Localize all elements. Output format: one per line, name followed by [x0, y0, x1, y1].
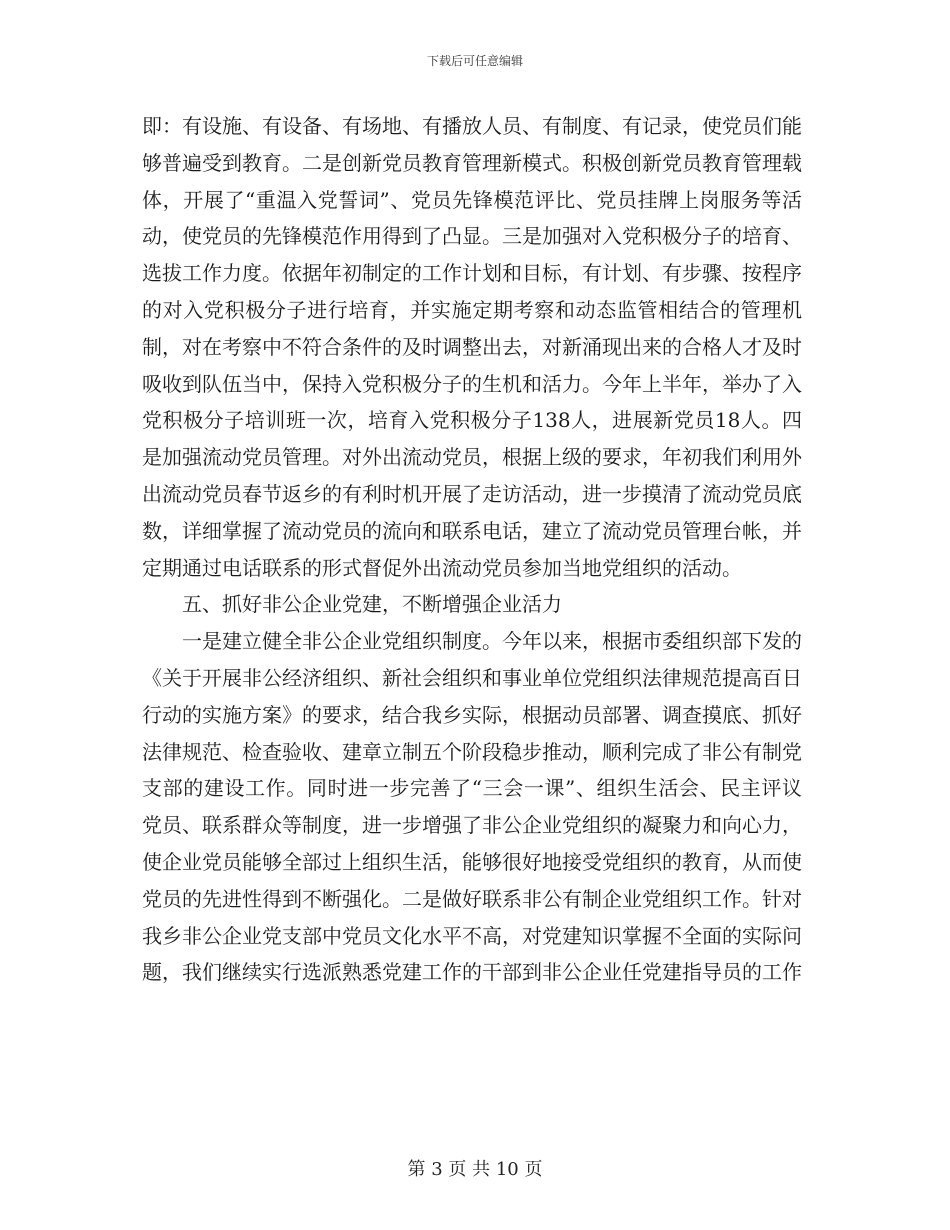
document-body	[142, 108, 802, 991]
page-header: 下载后可任意编辑	[426, 54, 523, 68]
page-footer: 第 3 页 共 10 页	[407, 1159, 543, 1180]
section-heading-5: 五、抓好非公企业党建，不断增强企业活力	[182, 592, 562, 617]
paragraph-party-member-education: 即：有设施、有设备、有场地、有播放人员、有制度、有记录，使党员们能够普遍受到教育。二是创新党员教育管理新模式。积极创新党员教育管理载体，开展了“重温入党誓词”、党员先锋模范评比、党员挂牌上岗服务等活动，使党员的先锋模范作用得到了凸显。三是加强对入党积极分子的培育、选拔工作力度。依据年初制定的工作计划和目标，有计划、有步骤、按程序的对入党积极分子进行培育，并实施定期考察和动态监管相结合的管理机制，对在考察中不符合条件的及时调整出去，对新涌现出来的合格人才及时吸收到队伍当中，保持入党积极分子的生机和活力。今年上半年，举办了入党积极分子培训班一次，培育入党积极分子138人，进展新党员18人。四是加强流动党员管理。对外出流动党员，根据上级的要求，年初我们利用外出流动党员春节返乡的有利时机开展了走访活动，进一步摸清了流动党员底数，详细掌握了流动党员的流向和联系电话，建立了流动党员管理台帐，并定期通过电话联系的形式督促外出流动党员参加当地党组织的活动。	[142, 114, 802, 580]
paragraph-non-public-enterprise: 一是建立健全非公企业党组织制度。今年以来，根据市委组织部下发的《关于开展非公经济组织、新社会组织和事业单位党组织法律规范提高百日行动的实施方案》的要求，结合我乡实际，根据动员部署、调查摸底、抓好法律规范、检查验收、建章立制五个阶段稳步推动，顺利完成了非公有制党支部的建设工作。同时进一步完善了“三会一课”、组织生活会、民主评议党员、联系群众等制度，进一步增强了非公企业党组织的凝聚力和向心力，使企业党员能够全部过上组织生活，能够很好地接受党组织的教育，从而使党员的先进性得到不断强化。二是做好联系非公有制企业党组织工作。针对我乡非公企业党支部中党员文化水平不高，对党建知识掌握不全面的实际问题，我们继续实行选派熟悉党建工作的干部到非公企业任党建指导员的工作	[142, 629, 802, 985]
